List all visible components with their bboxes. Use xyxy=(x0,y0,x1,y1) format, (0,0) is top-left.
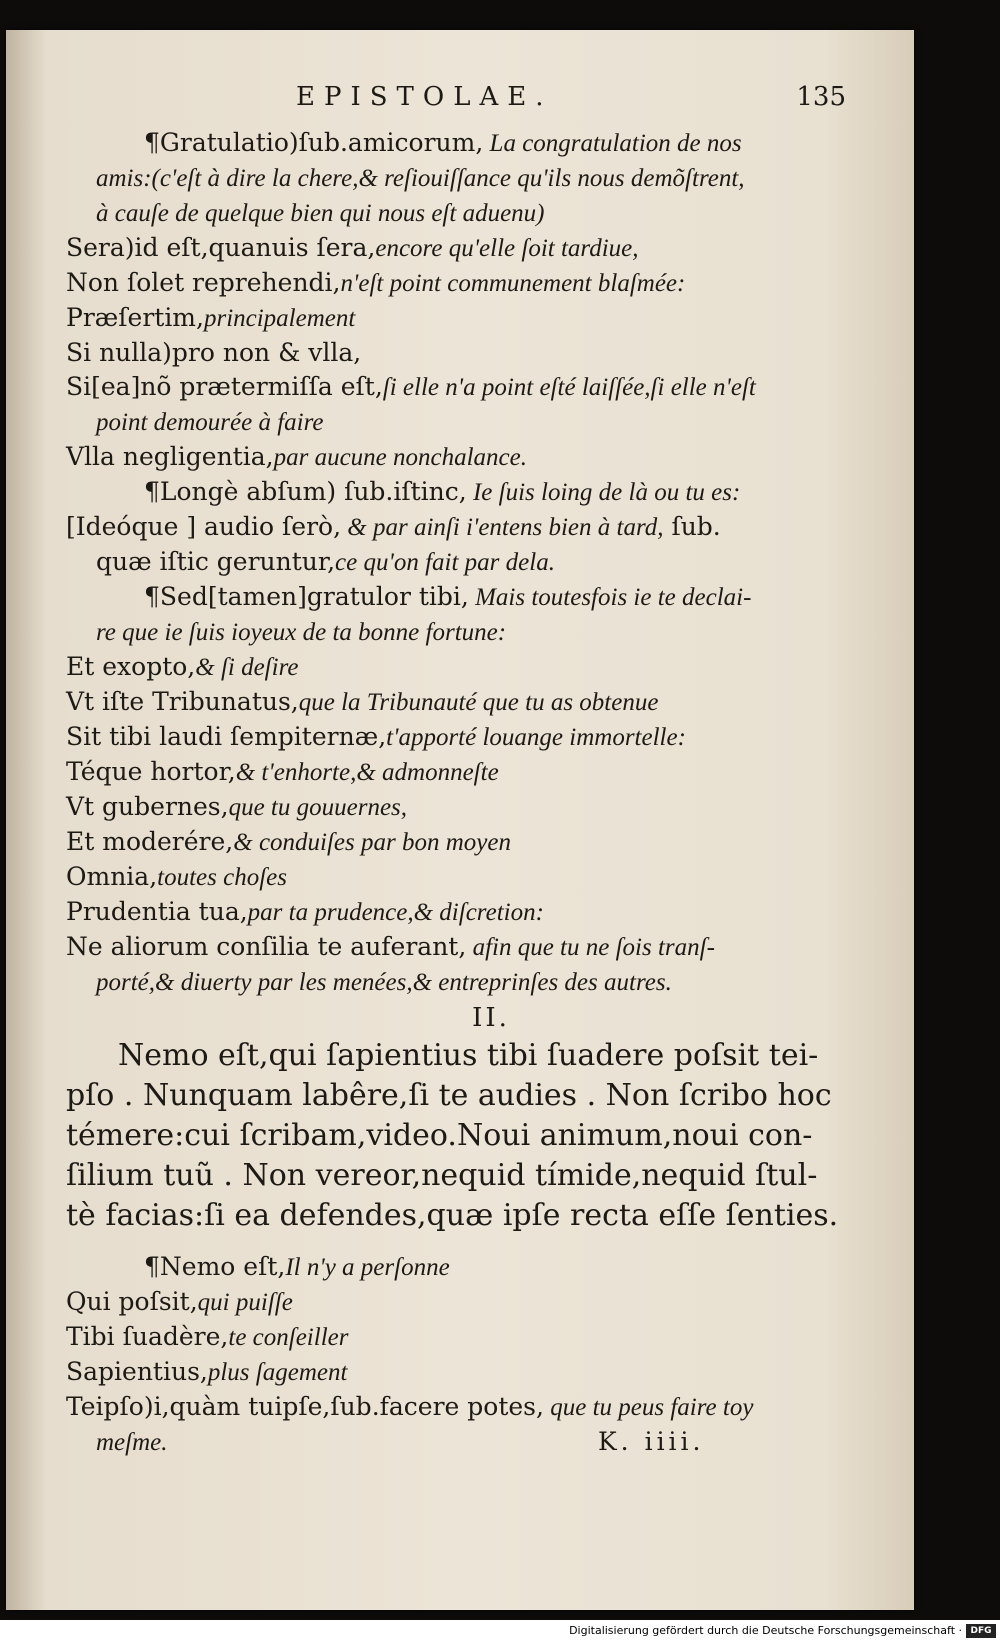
footer-credit: Digitalisierung gefördert durch die Deutsche Forschungsgemeinschaft · xyxy=(569,1624,962,1637)
text-line xyxy=(66,685,856,720)
page-header xyxy=(66,82,856,126)
letter-line: pſo . Nunquam labêre,ſi te audies . Non ſcribo hoc xyxy=(66,1078,832,1113)
french-gloss: principalement xyxy=(203,305,356,332)
text-line xyxy=(66,475,856,510)
french-gloss: point demourée à faire xyxy=(96,409,324,436)
text-line xyxy=(66,510,856,545)
french-gloss: que tu gouuernes, xyxy=(228,794,408,821)
french-gloss: La congratulation de nos xyxy=(483,130,742,157)
latin-text: ¶Nemo eſt, xyxy=(144,1252,286,1281)
letter-line: témere:cui ſcribam,video.Noui animum,noui con- xyxy=(66,1118,813,1153)
text-line xyxy=(66,615,856,650)
french-gloss: afin que tu ne ſois tranſ- xyxy=(466,934,715,961)
letter-line: Nemo eſt,qui ſapientius tibi ſuadere poſsit tei- xyxy=(118,1038,819,1073)
french-gloss: qui puiſſe xyxy=(197,1289,293,1316)
text-line xyxy=(66,266,856,301)
french-gloss: & t'enhorte,& admonneſte xyxy=(235,759,499,786)
french-gloss: & par ainſi i'entens bien à tard, xyxy=(341,514,664,541)
text-line xyxy=(66,825,856,860)
digitization-footer xyxy=(0,1620,1000,1642)
text-line xyxy=(66,231,856,266)
section-number: II. xyxy=(472,1003,510,1033)
letter-line: tè facias:ſi ea defendes,quæ ipſe recta eſſe ſenties. xyxy=(66,1198,839,1233)
commentary-block-2 xyxy=(66,1250,856,1425)
latin-text: Præſertim, xyxy=(66,303,204,332)
latin-text: Vt gubernes, xyxy=(66,792,229,821)
french-gloss: à cauſe de quelque bien qui nous eſt aduenu) xyxy=(96,200,545,227)
french-gloss: toutes choſes xyxy=(157,864,287,891)
text-line xyxy=(66,545,856,580)
french-gloss: Ie ſuis loing de là ou tu es: xyxy=(466,479,741,506)
french-gloss: par aucune nonchalance. xyxy=(273,444,527,471)
french-gloss: que la Tribunauté que tu as obtenue xyxy=(298,689,659,716)
latin-text: ¶Longè abſum) ſub.iſtinc, xyxy=(144,477,467,506)
french-gloss: Il n'y a perſonne xyxy=(285,1254,450,1281)
letter-text xyxy=(66,1036,856,1236)
text-block xyxy=(66,82,856,1460)
letter-line: ſilium tuũ . Non vereor,nequid tímide,nequid ſtul- xyxy=(66,1158,818,1193)
text-line xyxy=(66,860,856,895)
text-line xyxy=(66,161,856,196)
text-line xyxy=(66,895,856,930)
text-line xyxy=(66,1285,856,1320)
text-line xyxy=(66,370,856,405)
text-line xyxy=(66,1320,856,1355)
french-gloss: par ta prudence,& diſcretion: xyxy=(247,899,544,926)
latin-text: Téque hortor, xyxy=(66,757,236,786)
french-gloss: porté,& diuerty par les menées,& entreprinſes des autres. xyxy=(96,969,672,996)
french-gloss: & conduiſes par bon moyen xyxy=(233,829,511,856)
text-line xyxy=(66,755,856,790)
french-gloss: que tu peus faire toy xyxy=(543,1394,754,1421)
text-line xyxy=(66,790,856,825)
french-gloss: n'eſt point communement blaſmée: xyxy=(340,270,686,297)
latin-text: Omnia, xyxy=(66,862,158,891)
text-line xyxy=(66,405,856,440)
spacer xyxy=(66,1236,856,1250)
french-gloss: te conſeiller xyxy=(228,1324,349,1351)
latin-text: Teipſo)i,quàm tuipſe,ſub.facere potes, xyxy=(66,1392,544,1421)
latin-text: Sapientius, xyxy=(66,1357,208,1386)
book-page xyxy=(6,30,914,1610)
latin-text: Si nulla)pro non & vlla, xyxy=(66,338,362,367)
folio-number: 135 xyxy=(796,82,846,112)
text-line xyxy=(66,440,856,475)
commentary-block-1 xyxy=(66,126,856,1000)
latin-text: ¶Sed[tamen]gratulor tibi, xyxy=(144,582,469,611)
dfg-logo-icon: DFG xyxy=(966,1624,996,1638)
french-gloss: ce qu'on fait par dela. xyxy=(335,549,555,576)
latin-text: Vt iſte Tribunatus, xyxy=(66,687,299,716)
french-gloss: amis:(c'eſt à dire la chere,& reſiouiſſance qu'ils nous demõſtrent, xyxy=(96,165,745,192)
latin-text: Sera)id eſt,quanuis ſera, xyxy=(66,233,376,262)
signature-mark: K. iiii. xyxy=(598,1427,705,1456)
french-gloss: t'apporté louange immortelle: xyxy=(386,724,686,751)
text-line xyxy=(66,965,856,1000)
latin-text: Vlla negligentia, xyxy=(66,442,274,471)
text-line xyxy=(66,930,856,965)
french-gloss: plus ſagement xyxy=(207,1359,348,1386)
latin-text: ¶Gratulatio)ſub.amicorum, xyxy=(144,128,484,157)
latin-text: Sit tibi laudi ſempiternæ, xyxy=(66,722,387,751)
latin-text: quæ iſtic geruntur, xyxy=(96,547,336,576)
text-line xyxy=(66,126,856,161)
running-head: EPISTOLAE. xyxy=(296,82,553,112)
latin-text: Tibi ſuadère, xyxy=(66,1322,229,1351)
latin-text: Prudentia tua, xyxy=(66,897,248,926)
latin-text: Et exopto, xyxy=(66,652,196,681)
text-line xyxy=(66,580,856,615)
text-line xyxy=(66,336,856,370)
latin-text: Si[ea]nõ prætermiſſa eſt, xyxy=(66,372,383,401)
french-gloss: re que ie ſuis ioyeux de ta bonne fortune: xyxy=(96,619,507,646)
latin-text: ſub. xyxy=(663,512,721,541)
text-line xyxy=(66,196,856,231)
text-line xyxy=(66,1355,856,1390)
latin-text: Qui poſsit, xyxy=(66,1287,198,1316)
french-gloss: Mais toutesfois ie te declai- xyxy=(468,584,752,611)
french-gloss: ſi elle n'a point eſté laiſſée,ſi elle n'eſt xyxy=(382,374,756,401)
text-line xyxy=(66,1390,856,1425)
text-line xyxy=(66,301,856,336)
text-line xyxy=(66,1250,856,1285)
french-gloss: & ſi deſire xyxy=(195,654,299,681)
latin-text: Ne aliorum conſilia te auferant, xyxy=(66,932,467,961)
final-line-french: meſme. xyxy=(96,1429,168,1456)
latin-text: [Ideóque ] audio ſerò, xyxy=(66,512,342,541)
latin-text: Et moderére, xyxy=(66,827,234,856)
text-line xyxy=(66,720,856,755)
final-line xyxy=(66,1425,856,1460)
french-gloss: encore qu'elle ſoit tardiue, xyxy=(375,235,639,262)
text-line xyxy=(66,650,856,685)
latin-text: Non ſolet reprehendi, xyxy=(66,268,341,297)
